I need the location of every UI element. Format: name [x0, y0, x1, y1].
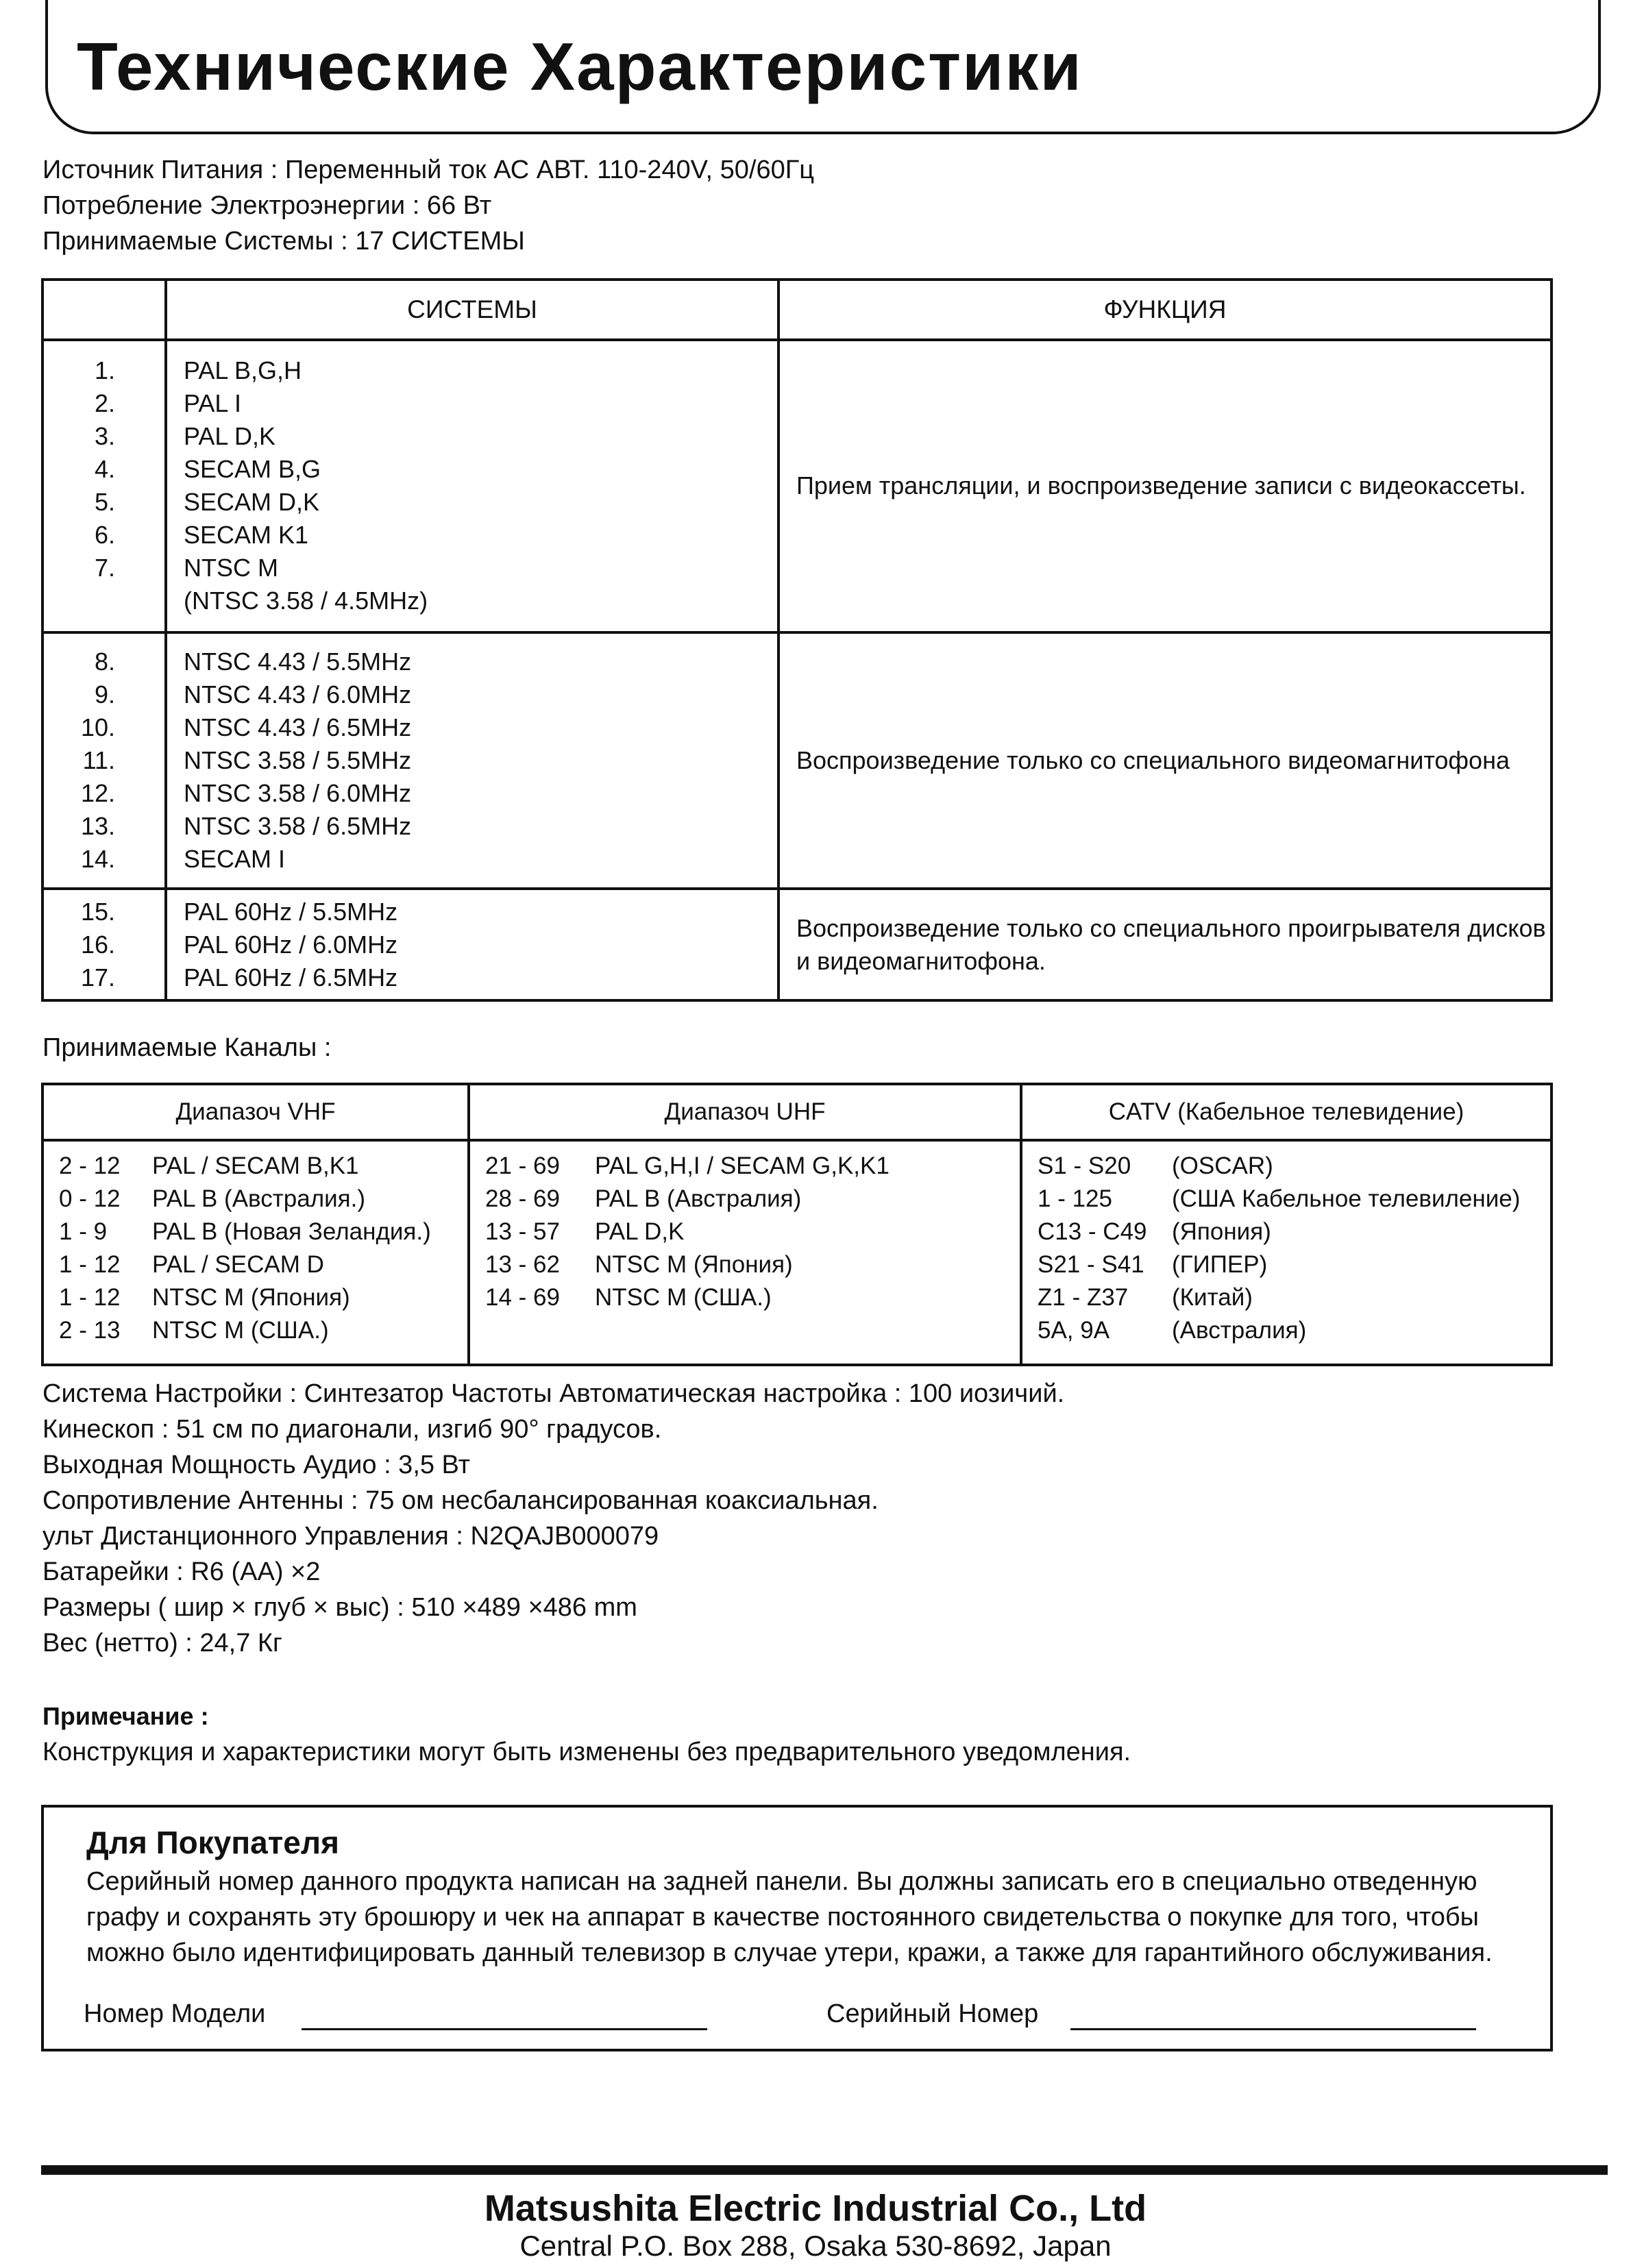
channel-system: PAL / SECAM B,K1 [152, 1153, 359, 1179]
audio-output: Выходная Мощность Аудио : 3,5 Вт [42, 1451, 471, 1479]
system-item: NTSC 4.43 / 6.5MHz [184, 713, 412, 742]
channel-range: C13 - C49 [1038, 1218, 1147, 1245]
list-number: 6. [94, 521, 115, 550]
system-item: NTSC 3.58 / 6.5MHz [184, 812, 412, 841]
channel-range: 1 - 12 [59, 1251, 121, 1278]
list-number: 7. [94, 554, 115, 582]
list-item [1038, 1281, 1550, 1314]
system-item: NTSC 3.58 / 6.0MHz [184, 779, 412, 808]
channel-range: 13 - 62 [485, 1251, 560, 1278]
system-item: SECAM B,G [184, 455, 321, 484]
company-name: Matsushita Electric Industrial Co., Ltd [484, 2188, 1147, 2229]
channel-range: 13 - 57 [485, 1218, 560, 1245]
list-item [59, 1248, 467, 1281]
list-number: 4. [94, 455, 115, 484]
channel-range: S1 - S20 [1038, 1153, 1131, 1179]
list-item [1038, 1314, 1550, 1347]
list-number: 10. [80, 713, 115, 742]
channel-range: 1 - 125 [1038, 1185, 1112, 1212]
channel-system: PAL B (Новая Зеландия.) [152, 1218, 431, 1245]
buyer-line: графу и сохранять эту брошюру и чек на аппарат в качестве постоянного свидетельства о покупке для того, чтобы [86, 1903, 1479, 1932]
power-consumption: Потребление Электроэнергии : 66 Вт [42, 191, 492, 220]
channel-range: 1 - 9 [59, 1218, 108, 1245]
vhf-list [42, 1140, 469, 1365]
channel-system: PAL B (Австралия) [595, 1185, 802, 1212]
list-number: 12. [80, 779, 115, 808]
list-item [59, 1183, 467, 1216]
system-item: NTSC 4.43 / 5.5MHz [184, 648, 412, 676]
group-systems [166, 340, 778, 632]
uhf-list [469, 1140, 1021, 1365]
model-number-label: Номер Модели [84, 1999, 266, 2028]
list-number: 3. [94, 422, 115, 451]
list-item [59, 1314, 467, 1347]
list-item [59, 1216, 467, 1248]
channel-system: NTSC M (США.) [595, 1284, 772, 1311]
buyer-line: Серийный номер данного продукта написан на задней панели. Вы должны записать его в специально отведенную [86, 1867, 1477, 1896]
list-number: 17. [80, 963, 115, 991]
footer-rule [41, 2165, 1608, 2175]
list-item [485, 1281, 1020, 1314]
system-item: NTSC M [184, 554, 278, 582]
function-line: Воспроизведение только со специального проигрывателя дисков [796, 913, 1546, 942]
system-item: PAL B,G,H [184, 356, 302, 385]
channels-header [42, 1084, 1552, 1140]
channel-system: NTSC M (Япония) [152, 1284, 350, 1311]
channel-range: 2 - 12 [59, 1153, 121, 1179]
channel-range: 14 - 69 [485, 1284, 560, 1311]
list-item [1038, 1248, 1550, 1281]
list-number: 13. [80, 812, 115, 841]
system-item: (NTSC 3.58 / 4.5MHz) [184, 587, 428, 615]
channel-system: NTSC M (Япония) [595, 1251, 793, 1278]
catv-list [1021, 1140, 1552, 1365]
list-item [59, 1281, 467, 1314]
list-number: 16. [80, 930, 115, 959]
channel-system: (OSCAR) [1172, 1153, 1273, 1179]
note-heading: Примечание : [42, 1702, 209, 1730]
buyer-section [41, 1805, 1553, 2051]
list-item [1038, 1183, 1550, 1216]
list-number: 9. [94, 680, 115, 709]
list-number: 2. [94, 389, 115, 418]
system-item: PAL D,K [184, 422, 276, 451]
vhf-header: Диапазоч VHF [42, 1084, 469, 1140]
systems-group-3 [42, 889, 1552, 1000]
supported-systems: Принимаемые Системы : 17 СИСТЕМЫ [42, 227, 525, 256]
channel-range: Z1 - Z37 [1038, 1284, 1129, 1311]
group-function [778, 889, 1552, 1000]
group-numbers [42, 632, 166, 889]
list-number: 1. [94, 356, 115, 385]
list-item [485, 1183, 1020, 1216]
group-function: Прием трансляции, и воспроизведение записи с видеокассеты. [778, 340, 1552, 632]
channel-system: (Китай) [1172, 1284, 1253, 1311]
remote-control: ульт Дистанционного Управления : N2QAJB000079 [42, 1522, 659, 1551]
list-number: 15. [80, 897, 115, 926]
channel-system: NTSC M (США.) [152, 1317, 329, 1344]
group-systems [166, 889, 778, 1000]
channels-body [42, 1140, 1552, 1365]
list-item [1038, 1216, 1550, 1248]
list-number: 8. [94, 648, 115, 676]
systems-group-2 [42, 632, 1552, 889]
group-numbers [42, 889, 166, 1000]
list-number: 5. [94, 488, 115, 517]
list-number [44, 584, 115, 617]
system-item: NTSC 3.58 / 5.5MHz [184, 746, 412, 775]
antenna-impedance: Сопротивление Антенны : 75 ом несбалансированная коаксиальная. [42, 1486, 879, 1515]
channel-system: PAL B (Австралия.) [152, 1185, 366, 1212]
buyer-text [86, 1864, 1532, 1971]
systems-table-header [42, 280, 1552, 340]
systems-header: СИСТЕМЫ [166, 280, 778, 340]
group-function: Воспроизведение только со специального видеомагнитофона [778, 632, 1552, 889]
group-systems [166, 632, 778, 889]
channel-range: S21 - S41 [1038, 1251, 1144, 1278]
uhf-header: Диапазоч UHF [469, 1084, 1021, 1140]
note-text: Конструкция и характеристики могут быть изменены без предварительного уведомления. [42, 1738, 1131, 1766]
tuning-system: Система Настройки : Синтезатор Частоты Автоматическая настройка : 100 иозичий. [42, 1379, 1065, 1408]
system-item: NTSC 4.43 / 6.0MHz [184, 680, 412, 709]
list-item [59, 1150, 467, 1183]
list-item [485, 1216, 1020, 1248]
number-header [42, 280, 166, 340]
power-source: Источник Питания : Переменный ток АС АВТ. 110-240V, 50/60Гц [42, 156, 815, 184]
company-address: Central P.O. Box 288, Osaka 530-8692, Japan [519, 2230, 1112, 2262]
list-item [485, 1150, 1020, 1183]
channels-table [41, 1083, 1553, 1366]
channel-system: PAL / SECAM D [152, 1251, 324, 1278]
channel-range: 21 - 69 [485, 1153, 560, 1179]
system-item: SECAM D,K [184, 488, 320, 517]
picture-tube: Кинескоп : 51 см по диагонали, изгиб 90° градусов. [42, 1415, 662, 1444]
list-number: 14. [80, 845, 115, 874]
system-item: PAL 60Hz / 6.0MHz [184, 930, 398, 959]
technical-specs [42, 1376, 1064, 1661]
system-item: SECAM I [184, 845, 286, 874]
channel-range: 1 - 12 [59, 1284, 121, 1311]
channels-label: Принимаемые Каналы : [42, 1033, 332, 1062]
channel-range: 5A, 9A [1038, 1317, 1110, 1344]
batteries: Батарейки : R6 (AA) ×2 [42, 1557, 321, 1586]
channel-system: (Австралия) [1172, 1317, 1307, 1344]
list-item [1038, 1150, 1550, 1183]
system-item: PAL I [184, 389, 242, 418]
system-item: SECAM K1 [184, 521, 309, 550]
systems-group-1 [42, 340, 1552, 632]
serial-number-field[interactable] [1070, 2028, 1476, 2030]
dimensions: Размеры ( шир × глуб × выс) : 510 ×489 ×486 mm [42, 1593, 637, 1622]
channel-system: PAL D,K [595, 1218, 685, 1245]
page-title: Технические Характеристики [77, 29, 1083, 104]
channel-system: (ГИПЕР) [1172, 1251, 1268, 1278]
channel-range: 28 - 69 [485, 1185, 560, 1212]
channel-system: (США Кабельное телевиление) [1172, 1185, 1521, 1212]
system-item: PAL 60Hz / 5.5MHz [184, 897, 398, 926]
channel-range: 0 - 12 [59, 1185, 121, 1212]
buyer-line: можно было идентифицировать данный телевизор в случае утери, кражи, а также для гарантийного обслуживания. [86, 1938, 1493, 1967]
net-weight: Вес (нетто) : 24,7 Кг [42, 1629, 282, 1657]
function-line: и видеомагнитофона. [796, 946, 1046, 975]
function-header: ФУНКЦИЯ [778, 280, 1552, 340]
model-number-field[interactable] [302, 2028, 707, 2030]
channel-system: (Япония) [1172, 1218, 1271, 1245]
list-number: 11. [82, 746, 115, 775]
channel-system: PAL G,H,I / SECAM G,K,K1 [595, 1153, 890, 1179]
group-numbers [42, 340, 166, 632]
system-item: PAL 60Hz / 6.5MHz [184, 963, 398, 991]
power-specs [42, 152, 814, 259]
list-item [485, 1248, 1020, 1281]
systems-table [41, 278, 1553, 1002]
buyer-title: Для Покупателя [86, 1825, 339, 1860]
channel-range: 2 - 13 [59, 1317, 121, 1344]
serial-number-label: Серийный Номер [826, 1999, 1039, 2028]
catv-header: CATV (Кабельное телевидение) [1021, 1084, 1552, 1140]
